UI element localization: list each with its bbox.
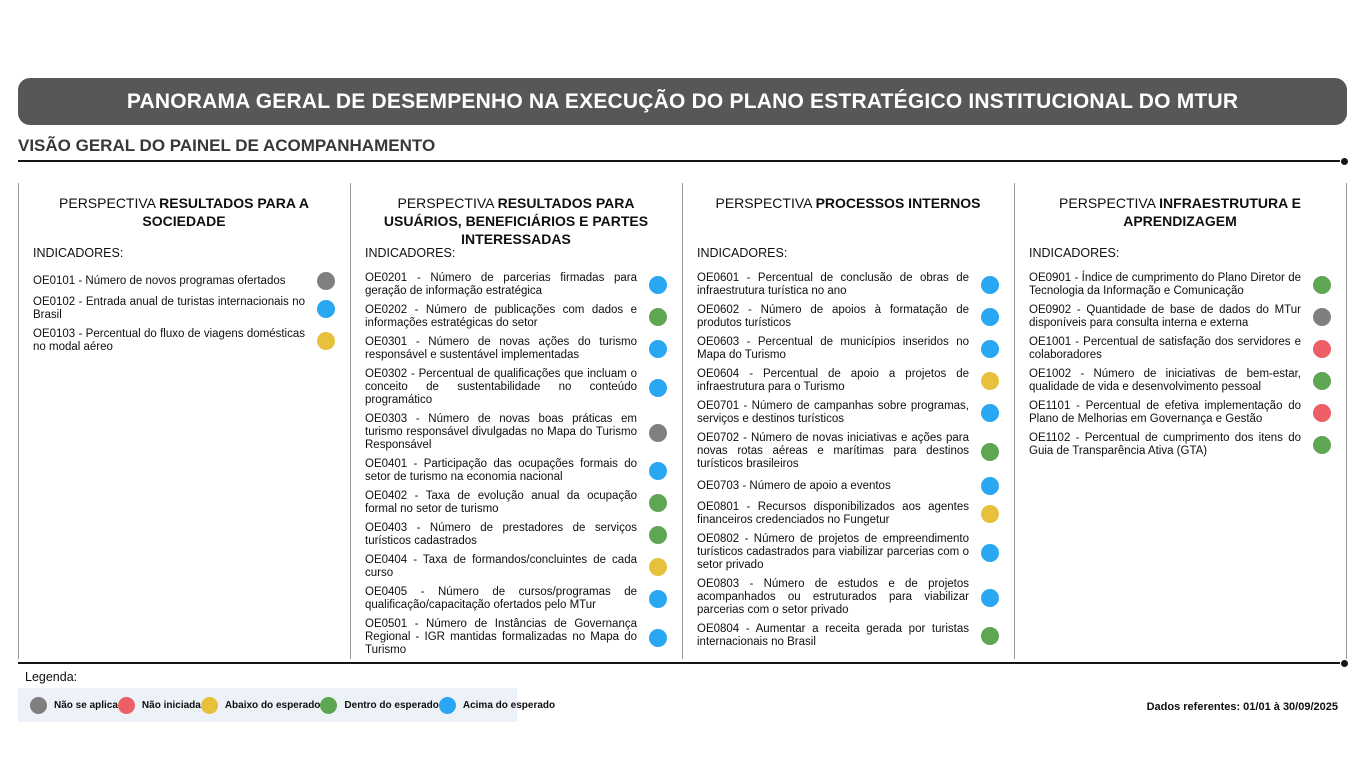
legend-item-label: Não iniciada (141, 699, 201, 711)
legend-label: Legenda: (25, 670, 78, 684)
indicator-row (697, 501, 999, 527)
indicator-row (33, 272, 335, 290)
indicator-row (365, 336, 667, 362)
indicator-row (697, 368, 999, 394)
indicator-text: OE0601 - Percentual de conclusão de obras de infraestrutura turística no ano (697, 272, 969, 297)
indicator-text: OE1001 - Percentual de satisfação dos servidores e colaboradores (1029, 336, 1301, 361)
indicator-text: OE0403 - Número de prestadores de serviços turísticos cadastrados (365, 522, 637, 547)
indicator-row (365, 458, 667, 484)
indicator-text: OE0702 - Número de novas iniciativas e ações para novas rotas aéreas e marítimas para destinos turísticos brasileiros (697, 432, 969, 470)
status-dot (649, 590, 667, 608)
status-dot (981, 627, 999, 645)
legend-item-label: Abaixo do esperado (224, 699, 321, 711)
status-dot (981, 544, 999, 562)
indicator-row (697, 533, 999, 572)
perspective-name: INFRAESTRUTURA E APRENDIZAGEM (1123, 195, 1301, 230)
perspective-prefix: PERSPECTIVA (715, 195, 816, 211)
indicator-text: OE0202 - Número de publicações com dados e informações estratégicas do setor (365, 304, 637, 329)
status-dot (1313, 308, 1331, 326)
perspectives-panel (18, 183, 1347, 659)
status-dot (1313, 436, 1331, 454)
status-dot (981, 505, 999, 523)
status-dot (1313, 340, 1331, 358)
indicator-row (697, 272, 999, 298)
indicator-row (33, 328, 335, 354)
indicator-text: OE1101 - Percentual de efetiva implementação do Plano de Melhorias em Governança e Gestão (1029, 400, 1301, 425)
indicator-text: OE0404 - Taxa de formandos/concluintes de cada curso (365, 554, 637, 579)
legend-dot-dentro-do-esperado (320, 697, 337, 714)
legend-item (439, 697, 555, 714)
status-dot (981, 404, 999, 422)
status-dot (1313, 372, 1331, 390)
legend-item-label: Não se aplica (54, 699, 118, 711)
indicator-text: OE0902 - Quantidade de base de dados do MTur disponíveis para consulta interna e externa (1029, 304, 1301, 329)
section-divider-line (18, 160, 1340, 162)
indicator-text: OE1002 - Número de iniciativas de bem-estar, qualidade de vida e desenvolvimento pessoal (1029, 368, 1301, 393)
status-dot (981, 372, 999, 390)
status-dot (649, 379, 667, 397)
indicator-text: OE0701 - Número de campanhas sobre programas, serviços e destinos turísticos (697, 400, 969, 425)
indicator-text: OE0303 - Número de novas boas práticas em turismo responsável divulgadas no Mapa do Turismo Responsável (365, 413, 637, 451)
status-dot (981, 589, 999, 607)
indicator-row (365, 618, 667, 657)
indicator-text: OE0802 - Número de projetos de empreendimento turísticos cadastrados para viabilizar parcerias com o setor privado (697, 533, 969, 571)
legend-item (320, 697, 438, 714)
indicator-text: OE0603 - Percentual de municípios inseridos no Mapa do Turismo (697, 336, 969, 361)
status-dot (649, 526, 667, 544)
indicator-row (1029, 432, 1331, 458)
indicators-label: INDICADORES: (365, 246, 456, 260)
indicator-row (365, 490, 667, 516)
status-dot (649, 340, 667, 358)
status-dot (1313, 404, 1331, 422)
section-title: VISÃO GERAL DO PAINEL DE ACOMPANHAMENTO (18, 136, 436, 155)
indicator-row (1029, 400, 1331, 426)
status-dot (649, 424, 667, 442)
indicator-row (697, 432, 999, 471)
status-dot (981, 477, 999, 495)
indicator-row (365, 522, 667, 548)
legend-item (201, 697, 321, 714)
perspective-name: RESULTADOS PARA A SOCIEDADE (142, 195, 309, 230)
data-reference-text: Dados referentes: 01/01 à 30/09/2025 (1146, 701, 1338, 713)
indicator-text: OE0201 - Número de parcerias firmadas para geração de informação estratégica (365, 272, 637, 297)
perspective-header (365, 191, 667, 248)
status-dot (649, 308, 667, 326)
status-dot (649, 462, 667, 480)
indicator-text: OE0301 - Número de novas ações do turismo responsável e sustentável implementadas (365, 336, 637, 361)
legend-dot-abaixo-do-esperado (201, 697, 218, 714)
legend-dot-nao-se-aplica (30, 697, 47, 714)
indicator-text: OE0801 - Recursos disponibilizados aos agentes financeiros credenciados no Fungetur (697, 501, 969, 526)
indicator-row (1029, 272, 1331, 298)
indicator-text: OE0102 - Entrada anual de turistas internacionais no Brasil (33, 296, 305, 321)
indicator-row (697, 578, 999, 617)
indicator-row (1029, 336, 1331, 362)
indicator-row (365, 304, 667, 330)
perspective-name: PROCESSOS INTERNOS (815, 195, 981, 211)
status-dot (317, 332, 335, 350)
perspective-header (1029, 191, 1331, 236)
status-dot (981, 443, 999, 461)
status-dot (317, 272, 335, 290)
perspective-header (33, 191, 335, 236)
legend-dot-acima-do-esperado (439, 697, 456, 714)
indicator-text: OE1102 - Percentual de cumprimento dos itens do Guia de Transparência Ativa (GTA) (1029, 432, 1301, 457)
indicator-row (33, 296, 335, 322)
indicator-text: OE0302 - Percentual de qualificações que incluam o conceito de sustentabilidade no conteúdo programático (365, 368, 637, 406)
indicator-text: OE0602 - Número de apoios à formatação de produtos turísticos (697, 304, 969, 329)
legend-item (118, 697, 201, 714)
indicator-text: OE0703 - Número de apoio a eventos (697, 479, 891, 492)
indicator-text: OE0501 - Número de Instâncias de Governança Regional - IGR mantidas formalizadas no Mapa do Turismo (365, 618, 637, 656)
perspective-prefix: PERSPECTIVA (397, 195, 498, 211)
indicator-row (365, 272, 667, 298)
perspective-column-3 (682, 183, 1014, 659)
status-dot (649, 276, 667, 294)
legend-item (30, 697, 118, 714)
indicator-row (697, 304, 999, 330)
bottom-divider-line (18, 662, 1340, 664)
indicator-row (697, 336, 999, 362)
perspective-prefix: PERSPECTIVA (1059, 195, 1160, 211)
indicator-row (697, 623, 999, 649)
legend-dot-nao-iniciada (118, 697, 135, 714)
indicator-text: OE0405 - Número de cursos/programas de qualificação/capacitação ofertados pelo MTur (365, 586, 637, 611)
indicator-row (365, 368, 667, 407)
perspective-column-4 (1014, 183, 1347, 659)
indicator-text: OE0401 - Participação das ocupações formais do setor de turismo na economia nacional (365, 458, 637, 483)
legend-item-label: Acima do esperado (462, 699, 556, 711)
indicators-label: INDICADORES: (697, 246, 788, 260)
indicator-text: OE0101 - Número de novos programas ofertados (33, 274, 286, 287)
page-title: PANORAMA GERAL DE DESEMPENHO NA EXECUÇÃO DO PLANO ESTRATÉGICO INSTITUCIONAL DO MTUR (126, 89, 1239, 113)
status-dot (649, 494, 667, 512)
perspective-column-2 (350, 183, 682, 659)
indicators-label: INDICADORES: (33, 246, 124, 260)
perspective-prefix: PERSPECTIVA (59, 195, 160, 211)
perspective-name: RESULTADOS PARA USUÁRIOS, BENEFICIÁRIOS E PARTES INTERESSADAS (383, 195, 649, 248)
status-dot (981, 340, 999, 358)
legend-item-label: Dentro do esperado (344, 699, 439, 711)
indicator-row (697, 477, 999, 495)
status-dot (981, 308, 999, 326)
indicator-row (1029, 368, 1331, 394)
status-dot (981, 276, 999, 294)
status-dot (317, 300, 335, 318)
indicator-row (365, 413, 667, 452)
indicator-row (365, 554, 667, 580)
indicator-text: OE0402 - Taxa de evolução anual da ocupação formal no setor de turismo (365, 490, 637, 515)
legend-strip (18, 688, 556, 722)
indicator-text: OE0103 - Percentual do fluxo de viagens domésticas no modal aéreo (33, 328, 305, 353)
perspective-header (697, 191, 999, 236)
status-dot (649, 558, 667, 576)
indicator-text: OE0901 - Índice de cumprimento do Plano Diretor de Tecnologia da Informação e Comunicação (1029, 272, 1301, 297)
indicator-row (697, 400, 999, 426)
status-dot (1313, 276, 1331, 294)
indicator-row (365, 586, 667, 612)
indicators-label: INDICADORES: (1029, 246, 1120, 260)
status-dot (649, 629, 667, 647)
page-title-bar (18, 78, 1347, 125)
indicator-text: OE0604 - Percentual de apoio a projetos de infraestrutura para o Turismo (697, 368, 969, 393)
indicator-text: OE0804 - Aumentar a receita gerada por turistas internacionais no Brasil (697, 623, 969, 648)
perspective-column-1 (18, 183, 350, 659)
indicator-row (1029, 304, 1331, 330)
indicator-text: OE0803 - Número de estudos e de projetos acompanhados ou estruturados para viabilizar parcerias com o setor privado (697, 578, 969, 616)
